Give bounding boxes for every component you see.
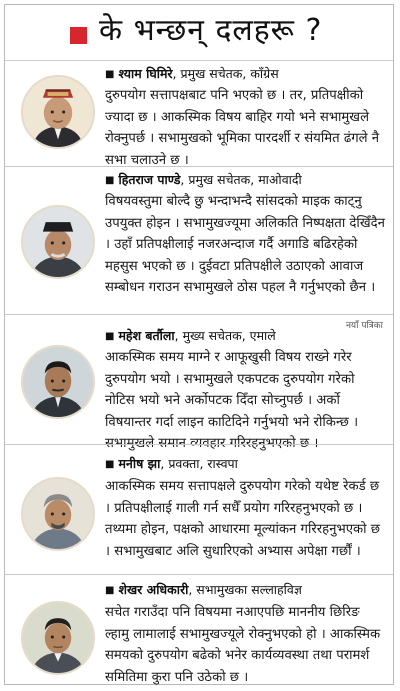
header — [5, 5, 393, 61]
quote-text: विषयवस्तुमा बोल्दै छु भन्दाभन्दै सांसदको माइक काट्नु उपयुक्त होइन । सभामुखज्यूमा अलिकति निष्पक्षता देखिँदैन । उहाँ प्रतिपक्षीलाई नजरअन्दाज गर्दै अगाडि बढिरहेको महसुस भएको छ । दुईवटा प्रतिपक्षीले उठाएको आवाज सम्बोधन गराउन सभामुखले ठोस पहल नै गर्नुभएको छैन । — [105, 194, 385, 296]
person-portrait-icon — [23, 207, 93, 277]
speaker-role: , मुख्य सचेतक, एमाले — [174, 328, 276, 343]
credit-label: नयाँ पत्रिका — [345, 321, 383, 331]
speaker-name: महेश बर्तौला — [118, 328, 175, 343]
person-portrait-icon — [23, 479, 93, 549]
person-portrait-icon — [23, 77, 93, 147]
speaker-line — [105, 581, 387, 600]
speaker-role: , सभामुखका सल्लाहविज्ञ — [188, 582, 302, 597]
speaker-name: मनीष झा — [118, 456, 161, 471]
statement-item — [5, 315, 393, 452]
speaker-line — [105, 455, 387, 474]
speaker-name: हितराज पाण्डे — [118, 172, 181, 187]
red-square-icon — [70, 27, 87, 44]
statement-item — [5, 575, 393, 686]
avatar-portrait — [21, 601, 95, 675]
bullet-icon: ■ — [105, 175, 115, 186]
statement-item — [5, 61, 393, 167]
bullet-icon: ■ — [105, 69, 115, 80]
speaker-line — [105, 65, 387, 84]
page-title: के भन्छन् दलहरू ? — [99, 13, 323, 48]
avatar-portrait — [21, 477, 95, 551]
speaker-name: शेखर अधिकारी — [118, 582, 189, 597]
statement-item — [5, 167, 393, 315]
avatar-portrait — [21, 205, 95, 279]
statement-item — [5, 445, 393, 575]
quote-text: आकस्मिक समय सत्तापक्षले दुरुपयोग गरेको यथेष्ट रेकर्ड छ । प्रतिपक्षीलाई गाली गर्न सधैँ प्रयोग गरिरहनुभएको छ । तथ्यमा होइन, पक्षको आधारमा मूल्यांकन गरिरहनुभएको छ । सभामुखबाट अलि सुधारिएको अभ्यास अपेक्षा गर्छौं । — [105, 479, 381, 559]
avatar-portrait — [21, 75, 95, 149]
speaker-role: , प्रमुख सचेतक, माओवादी — [180, 172, 302, 187]
speaker-role: , प्रवक्ता, रास्वपा — [160, 456, 238, 471]
person-portrait-icon — [23, 603, 93, 673]
speaker-role: , प्रमुख सचेतक, काँग्रेस — [172, 66, 279, 81]
avatar-portrait — [21, 345, 95, 419]
speaker-name: श्याम घिमिरे — [118, 66, 173, 81]
quote-text: आकस्मिक समय माग्ने र आफूखुसी विषय राख्ने गरेर दुरुपयोग भयो । सभामुखले एकपटक दुरुपयोग गरेको नोटिस भयो भने अर्कोपटक दिँदा सोच्नुपर्छ । अर्को विषयान्तर गर्दा लाइन काटिदिने गर्नुभयो भने रोकिन्छ । सभामुखले समान व्यवहार गरिरहनुभएको छ । — [105, 350, 359, 452]
bullet-icon: ■ — [105, 331, 115, 342]
bullet-icon: ■ — [105, 459, 115, 470]
speaker-line — [105, 171, 387, 190]
infographic-panel — [4, 4, 394, 685]
speaker-line — [105, 327, 387, 346]
bullet-icon: ■ — [105, 585, 115, 596]
quote-text: दुरुपयोग सत्तापक्षबाट पनि भएको छ । तर, प्रतिपक्षीको ज्यादा छ । आकस्मिक विषय बाहिर गयो भने सभामुखले रोक्नुपर्छ । सभामुखको भूमिका पारदर्शी र संयमित ढंगले नै सभा चलाउने छ । — [105, 88, 380, 168]
quote-text: सचेत गराउँदा पनि विषयमा नआएपछि माननीय छिरिङ ल्हामु लामालाई सभामुखज्यूले रोक्नुभएको हो । आकस्मिक समयको दुरुपयोग बढेको भनेर कार्यव्यवस्था तथा परामर्श समितिमा कुरा पनि उठेको छ । — [105, 605, 381, 685]
person-portrait-icon — [23, 347, 93, 417]
